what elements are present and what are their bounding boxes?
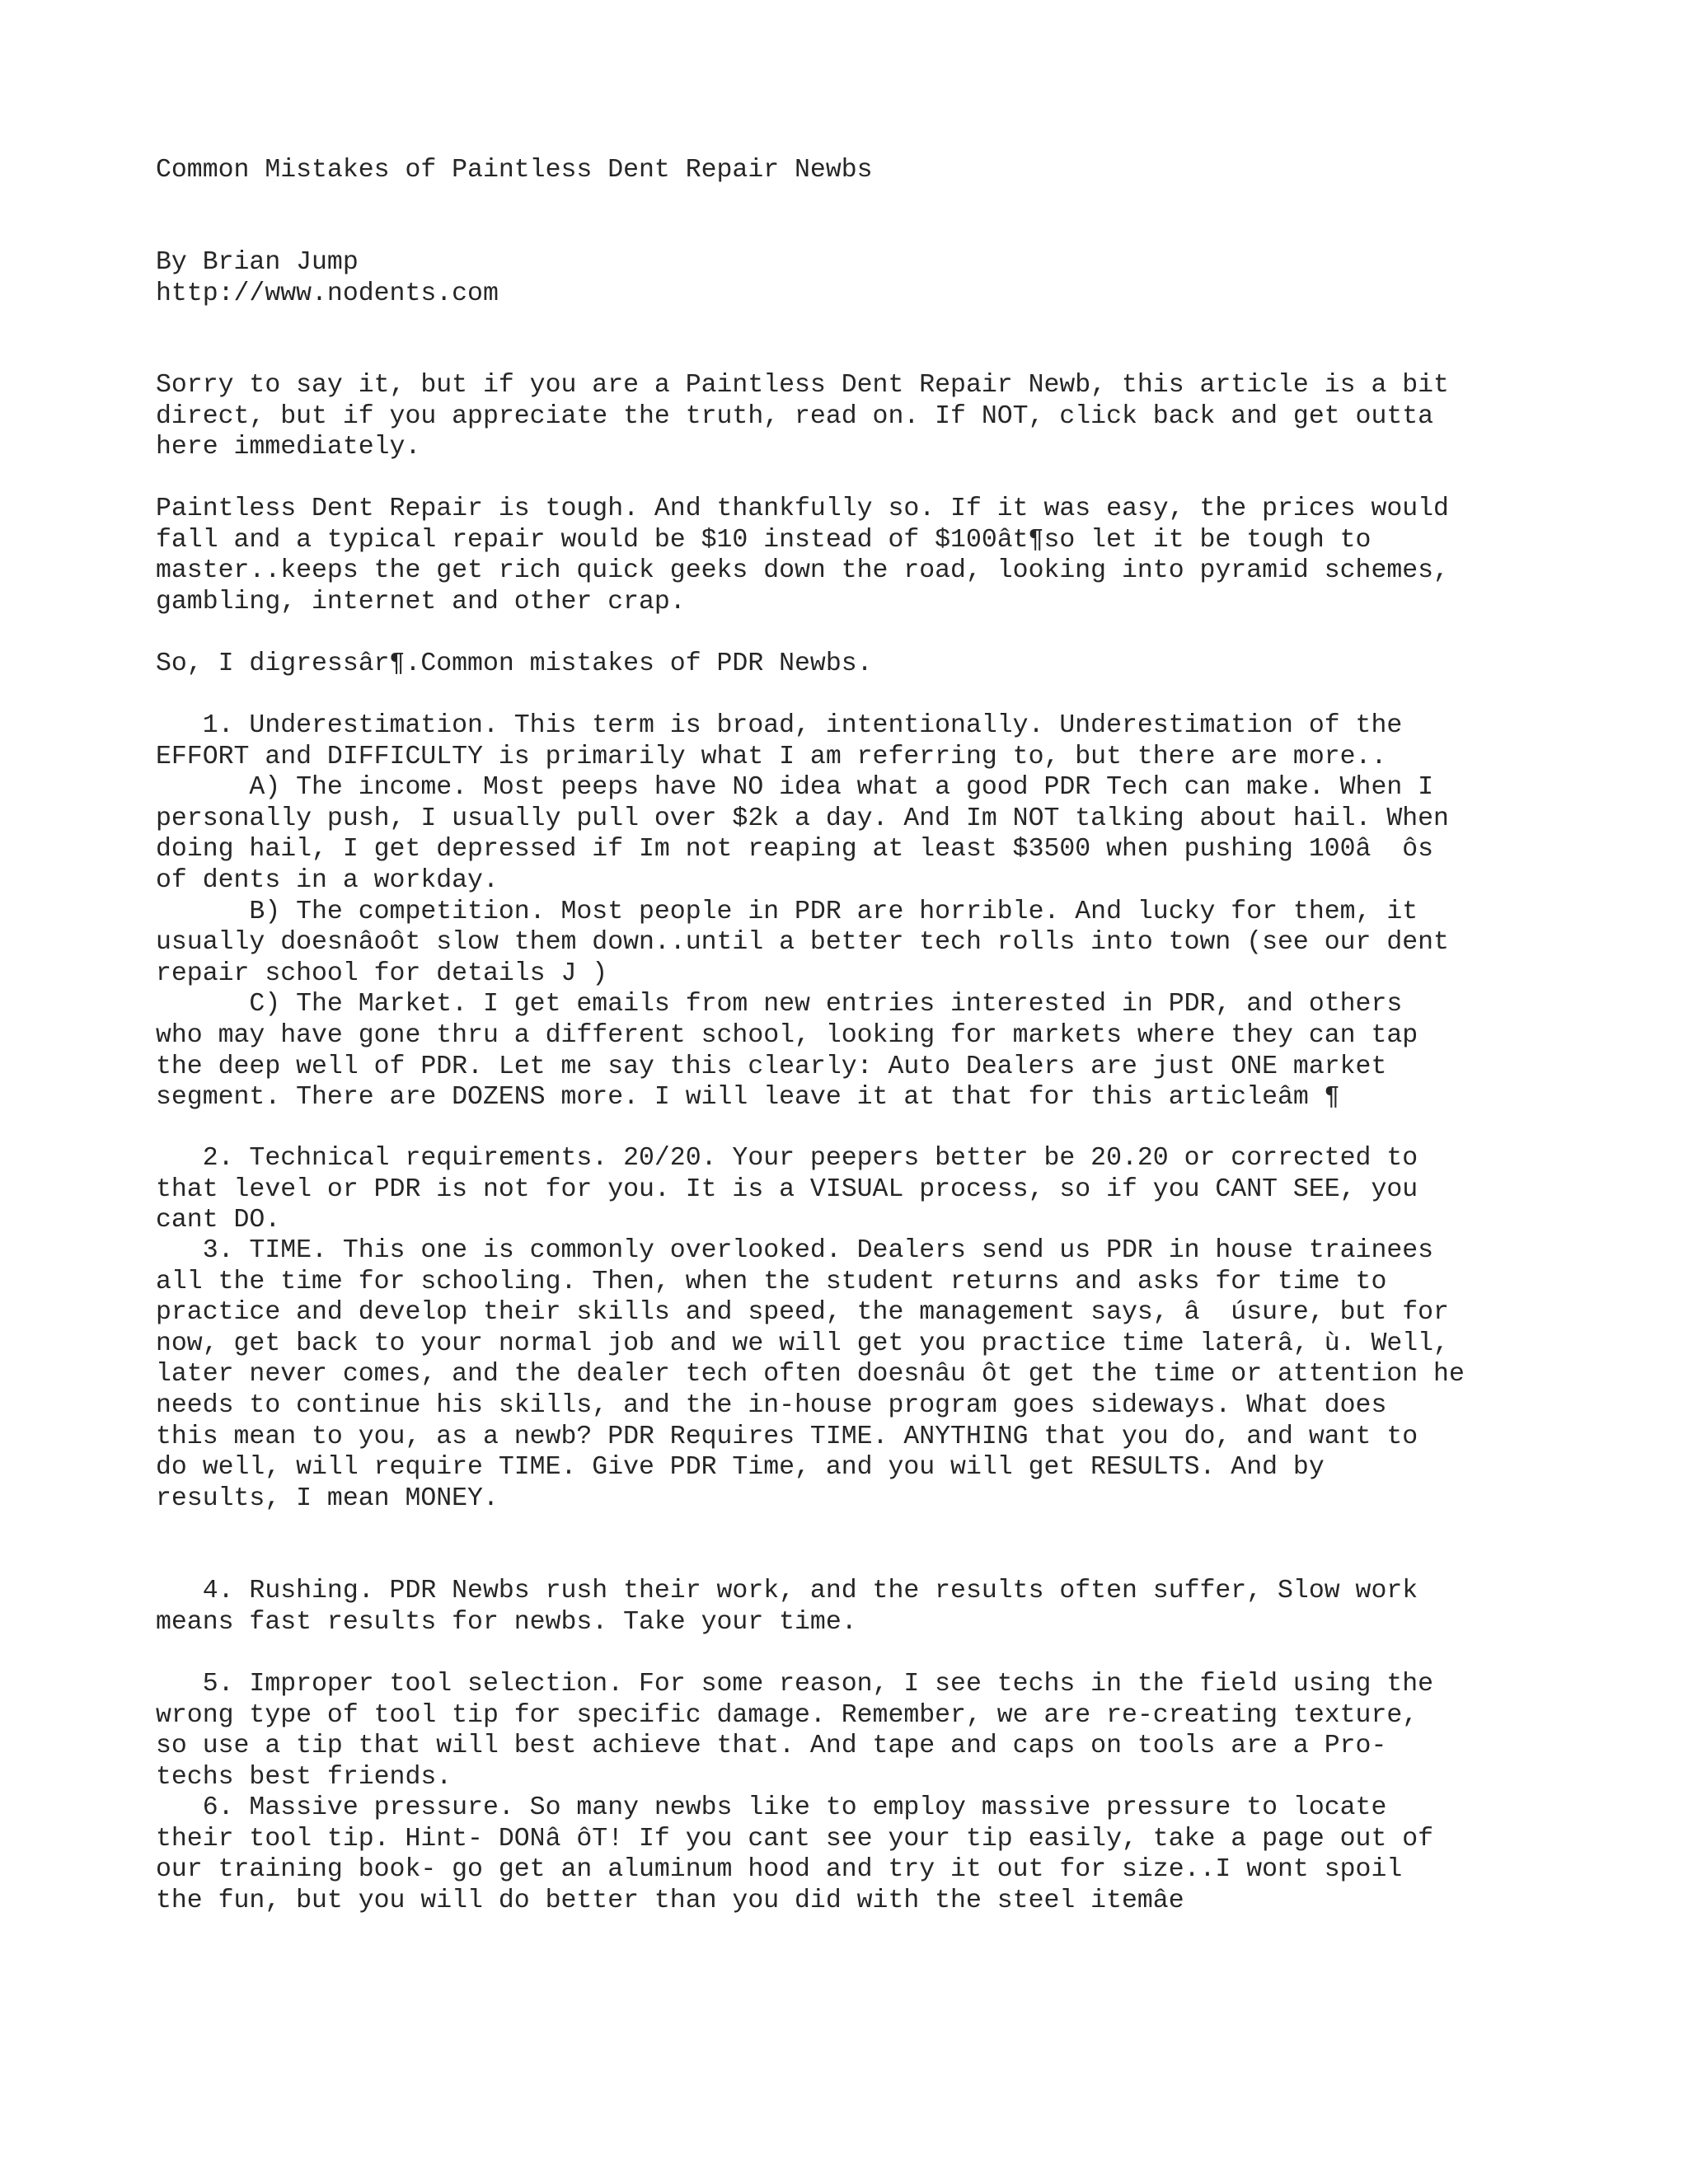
intro-paragraph: Sorry to say it, but if you are a Paintless Dent Repair Newb, this article is a bit direct, but if you appreciate the truth, read on. If NOT, click back and get outta here immediately.	[156, 371, 1449, 462]
author-byline: By Brian Jump http://www.nodents.com	[156, 248, 499, 308]
list-item: 2. Technical requirements. 20/20. Your peepers better be 20.20 or corrected to that level or PDR is not for you. It is a VISUAL process, so if you CANT SEE, you cant DO.	[156, 1144, 1418, 1235]
body-paragraph: So, I digressâr¶.Common mistakes of PDR Newbs.	[156, 649, 873, 678]
article-title: Common Mistakes of Paintless Dent Repair Newbs	[156, 156, 873, 185]
list-item: 6. Massive pressure. So many newbs like to employ massive pressure to locate their tool tip. Hint- DONâ ôT! If you cant see your tip easily, take a page out of our training book- go get an aluminum hood and try it out for size..I wont spoil the fun, but you will do better than you did with the steel itemâe	[156, 1793, 1434, 1915]
list-item: 3. TIME. This one is commonly overlooked. Dealers send us PDR in house trainees all the time for schooling. Then, when the student returns and asks for time to practice and develop their skills and speed, the management says, â úsure, but for now, get back to your normal job and we will get you practice time laterâ, ù. Well, later never comes, and the dealer tech often doesnâu ôt get the time or attention he needs to continue his skills, and the in-house program goes sideways. What does this mean to you, as a newb? PDR Requires TIME. ANYTHING that you do, and want to do well, will require TIME. Give PDR Time, and you will get RESULTS. And by results, I mean MONEY.	[156, 1236, 1465, 1513]
body-paragraph: Paintless Dent Repair is tough. And thankfully so. If it was easy, the prices would fall and a typical repair would be $10 instead of $100ât¶so let it be tough to master..keeps the get rich quick geeks down the road, looking into pyramid schemes, gambling, internet and other crap.	[156, 494, 1449, 616]
list-item: 1. Underestimation. This term is broad, intentionally. Underestimation of the EFFORT and DIFFICULTY is primarily what I am referring to, but there are more.. A) The income. Most peeps have NO idea what a good PDR Tech can make. When I personally push, I usually pull over $2k a day. And Im NOT talking about hail. When doing hail, I get depressed if Im not reaping at least $3500 when pushing 100â ôs of dents in a workday. B) The competition. Most people in PDR are horrible. And lucky for them, it usually doesnâoôt slow them down..until a better tech rolls into town (see our dent repair school for details J ) C) The Market. I get emails from new entries interested in PDR, and others who may have gone thru a different school, looking for markets where they can tap the deep well of PDR. Let me say this clearly: Auto Dealers are just ONE market segment. There are DOZENS more. I will leave it at that for this articleâm ¶	[156, 711, 1449, 1113]
list-item: 4. Rushing. PDR Newbs rush their work, and the results often suffer, Slow work means fast results for newbs. Take your time.	[156, 1577, 1418, 1637]
list-item: 5. Improper tool selection. For some reason, I see techs in the field using the wrong type of tool tip for specific damage. Remember, we are re-creating texture, so use a tip that will best achieve that. And tape and caps on tools are a Pro- techs best friends.	[156, 1670, 1434, 1792]
